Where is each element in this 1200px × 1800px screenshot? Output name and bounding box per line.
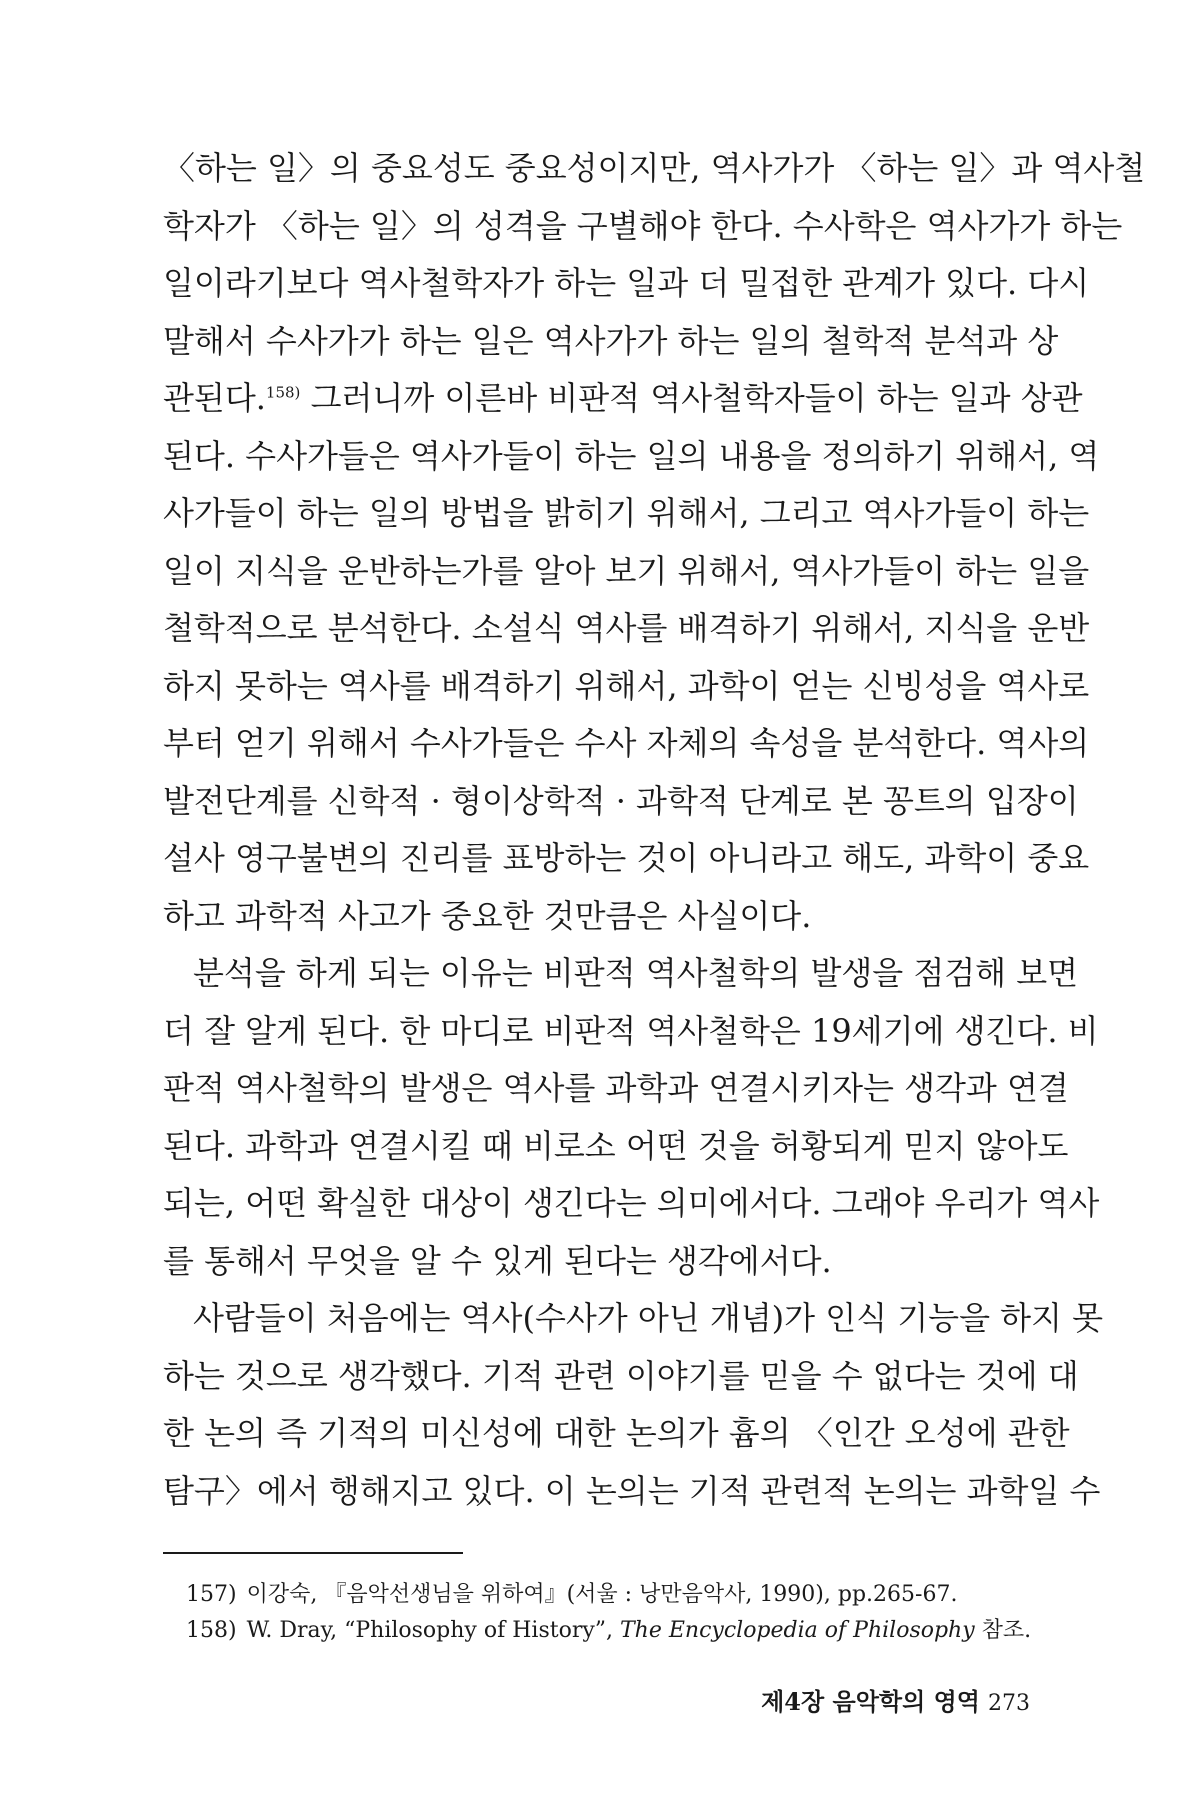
body-line-9: 철학적으로 분석한다. 소설식 역사를 배격하기 위해서, 지식을 운반 bbox=[163, 609, 1090, 647]
body-line-11: 부터 얻기 위해서 수사가들은 수사 자체의 속성을 분석한다. 역사의 bbox=[163, 724, 1090, 762]
body-line-16: 더 잘 알게 된다. 한 마디로 비판적 역사철학은 19세기에 생긴다. 비 bbox=[163, 1011, 1099, 1050]
body-line-21: 사람들이 처음에는 역사(수사가 아닌 개념)가 인식 기능을 하지 못 bbox=[193, 1299, 1104, 1337]
footnote-divider bbox=[163, 1552, 463, 1554]
footnote-cited-title: The Encyclopedia of Philosophy bbox=[620, 1618, 975, 1643]
running-footer bbox=[761, 1682, 1030, 1717]
body-line-7: 사가들이 하는 일의 방법을 밝히기 위해서, 그리고 역사가들이 하는 bbox=[163, 494, 1090, 532]
body-line-2: 학자가 〈하는 일〉의 성격을 구별해야 한다. 수사학은 역사가가 하는 bbox=[163, 206, 1123, 245]
footnote-157 bbox=[186, 1577, 1016, 1613]
body-line-10: 하지 못하는 역사를 배격하기 위해서, 과학이 얻는 신빙성을 역사로 bbox=[163, 666, 1090, 705]
body-line-20: 를 통해서 무엇을 알 수 있게 된다는 생각에서다. bbox=[163, 1241, 832, 1280]
footnote-number: 158) bbox=[186, 1618, 237, 1643]
body-line-13: 설사 영구불변의 진리를 표방하는 것이 아니라고 해도, 과학이 중요 bbox=[163, 839, 1090, 877]
body-line-4: 말해서 수사가가 하는 일은 역사가가 하는 일의 철학적 분석과 상 bbox=[163, 321, 1059, 360]
footnotes bbox=[186, 1577, 1032, 1649]
body-line-15: 분석을 하게 되는 이유는 비판적 역사철학의 발생을 점검해 보면 bbox=[193, 954, 1079, 992]
body-line-24: 탐구〉에서 행해지고 있다. 이 논의는 기적 관련적 논의는 과학일 수 bbox=[163, 1471, 1101, 1510]
body-line-18: 된다. 과학과 연결시킬 때 비로소 어떤 것을 허황되게 믿지 않아도 bbox=[163, 1126, 1069, 1165]
footnote-158 bbox=[186, 1613, 1032, 1649]
body-line-19: 되는, 어떤 확실한 대상이 생긴다는 의미에서다. 그래야 우리가 역사 bbox=[163, 1184, 1100, 1222]
footnote-text-start: W. Dray, “Philosophy of History”, bbox=[246, 1618, 620, 1643]
body-line-12: 발전단계를 신학적 · 형이상학적 · 과학적 단계로 본 꽁트의 입장이 bbox=[163, 781, 1079, 820]
chapter-title: 제4장 음악학의 영역 bbox=[761, 1687, 980, 1716]
body-line-6: 된다. 수사가들은 역사가들이 하는 일의 내용을 정의하기 위해서, 역 bbox=[163, 436, 1100, 475]
body-line-17: 판적 역사철학의 발생은 역사를 과학과 연결시키자는 생각과 연결 bbox=[163, 1069, 1069, 1107]
footnote-text-end: 참조. bbox=[974, 1618, 1032, 1643]
body-line-8: 일이 지식을 운반하는가를 알아 보기 위해서, 역사가들이 하는 일을 bbox=[163, 551, 1090, 590]
footnote-text: 이강숙, 『음악선생님을 위하여』(서울 : 낭만음악사, 1990), pp.265-67. bbox=[246, 1582, 958, 1607]
body-line-5-end: 그러니까 이른바 비판적 역사철학자들이 하는 일과 상관 bbox=[300, 379, 1083, 417]
body-line-5-start: 관된다. bbox=[163, 379, 266, 417]
body-line-1: 〈하는 일〉의 중요성도 중요성이지만, 역사가가 〈하는 일〉과 역사철 bbox=[163, 149, 1146, 187]
body-line-3: 일이라기보다 역사철학자가 하는 일과 더 밀접한 관계가 있다. 다시 bbox=[163, 264, 1090, 302]
body-line-14: 하고 과학적 사고가 중요한 것만큼은 사실이다. bbox=[163, 896, 812, 935]
body-line-5 bbox=[163, 370, 1083, 428]
body-text bbox=[163, 140, 1146, 1520]
footnote-ref-158: 158) bbox=[265, 383, 301, 402]
body-line-23: 한 논의 즉 기적의 미신성에 대한 논의가 흄의 〈인간 오성에 관한 bbox=[163, 1414, 1070, 1452]
footnote-number: 157) bbox=[186, 1582, 237, 1607]
page-number: 273 bbox=[988, 1691, 1030, 1716]
body-line-22: 하는 것으로 생각했다. 기적 관련 이야기를 믿을 수 없다는 것에 대 bbox=[163, 1356, 1079, 1395]
